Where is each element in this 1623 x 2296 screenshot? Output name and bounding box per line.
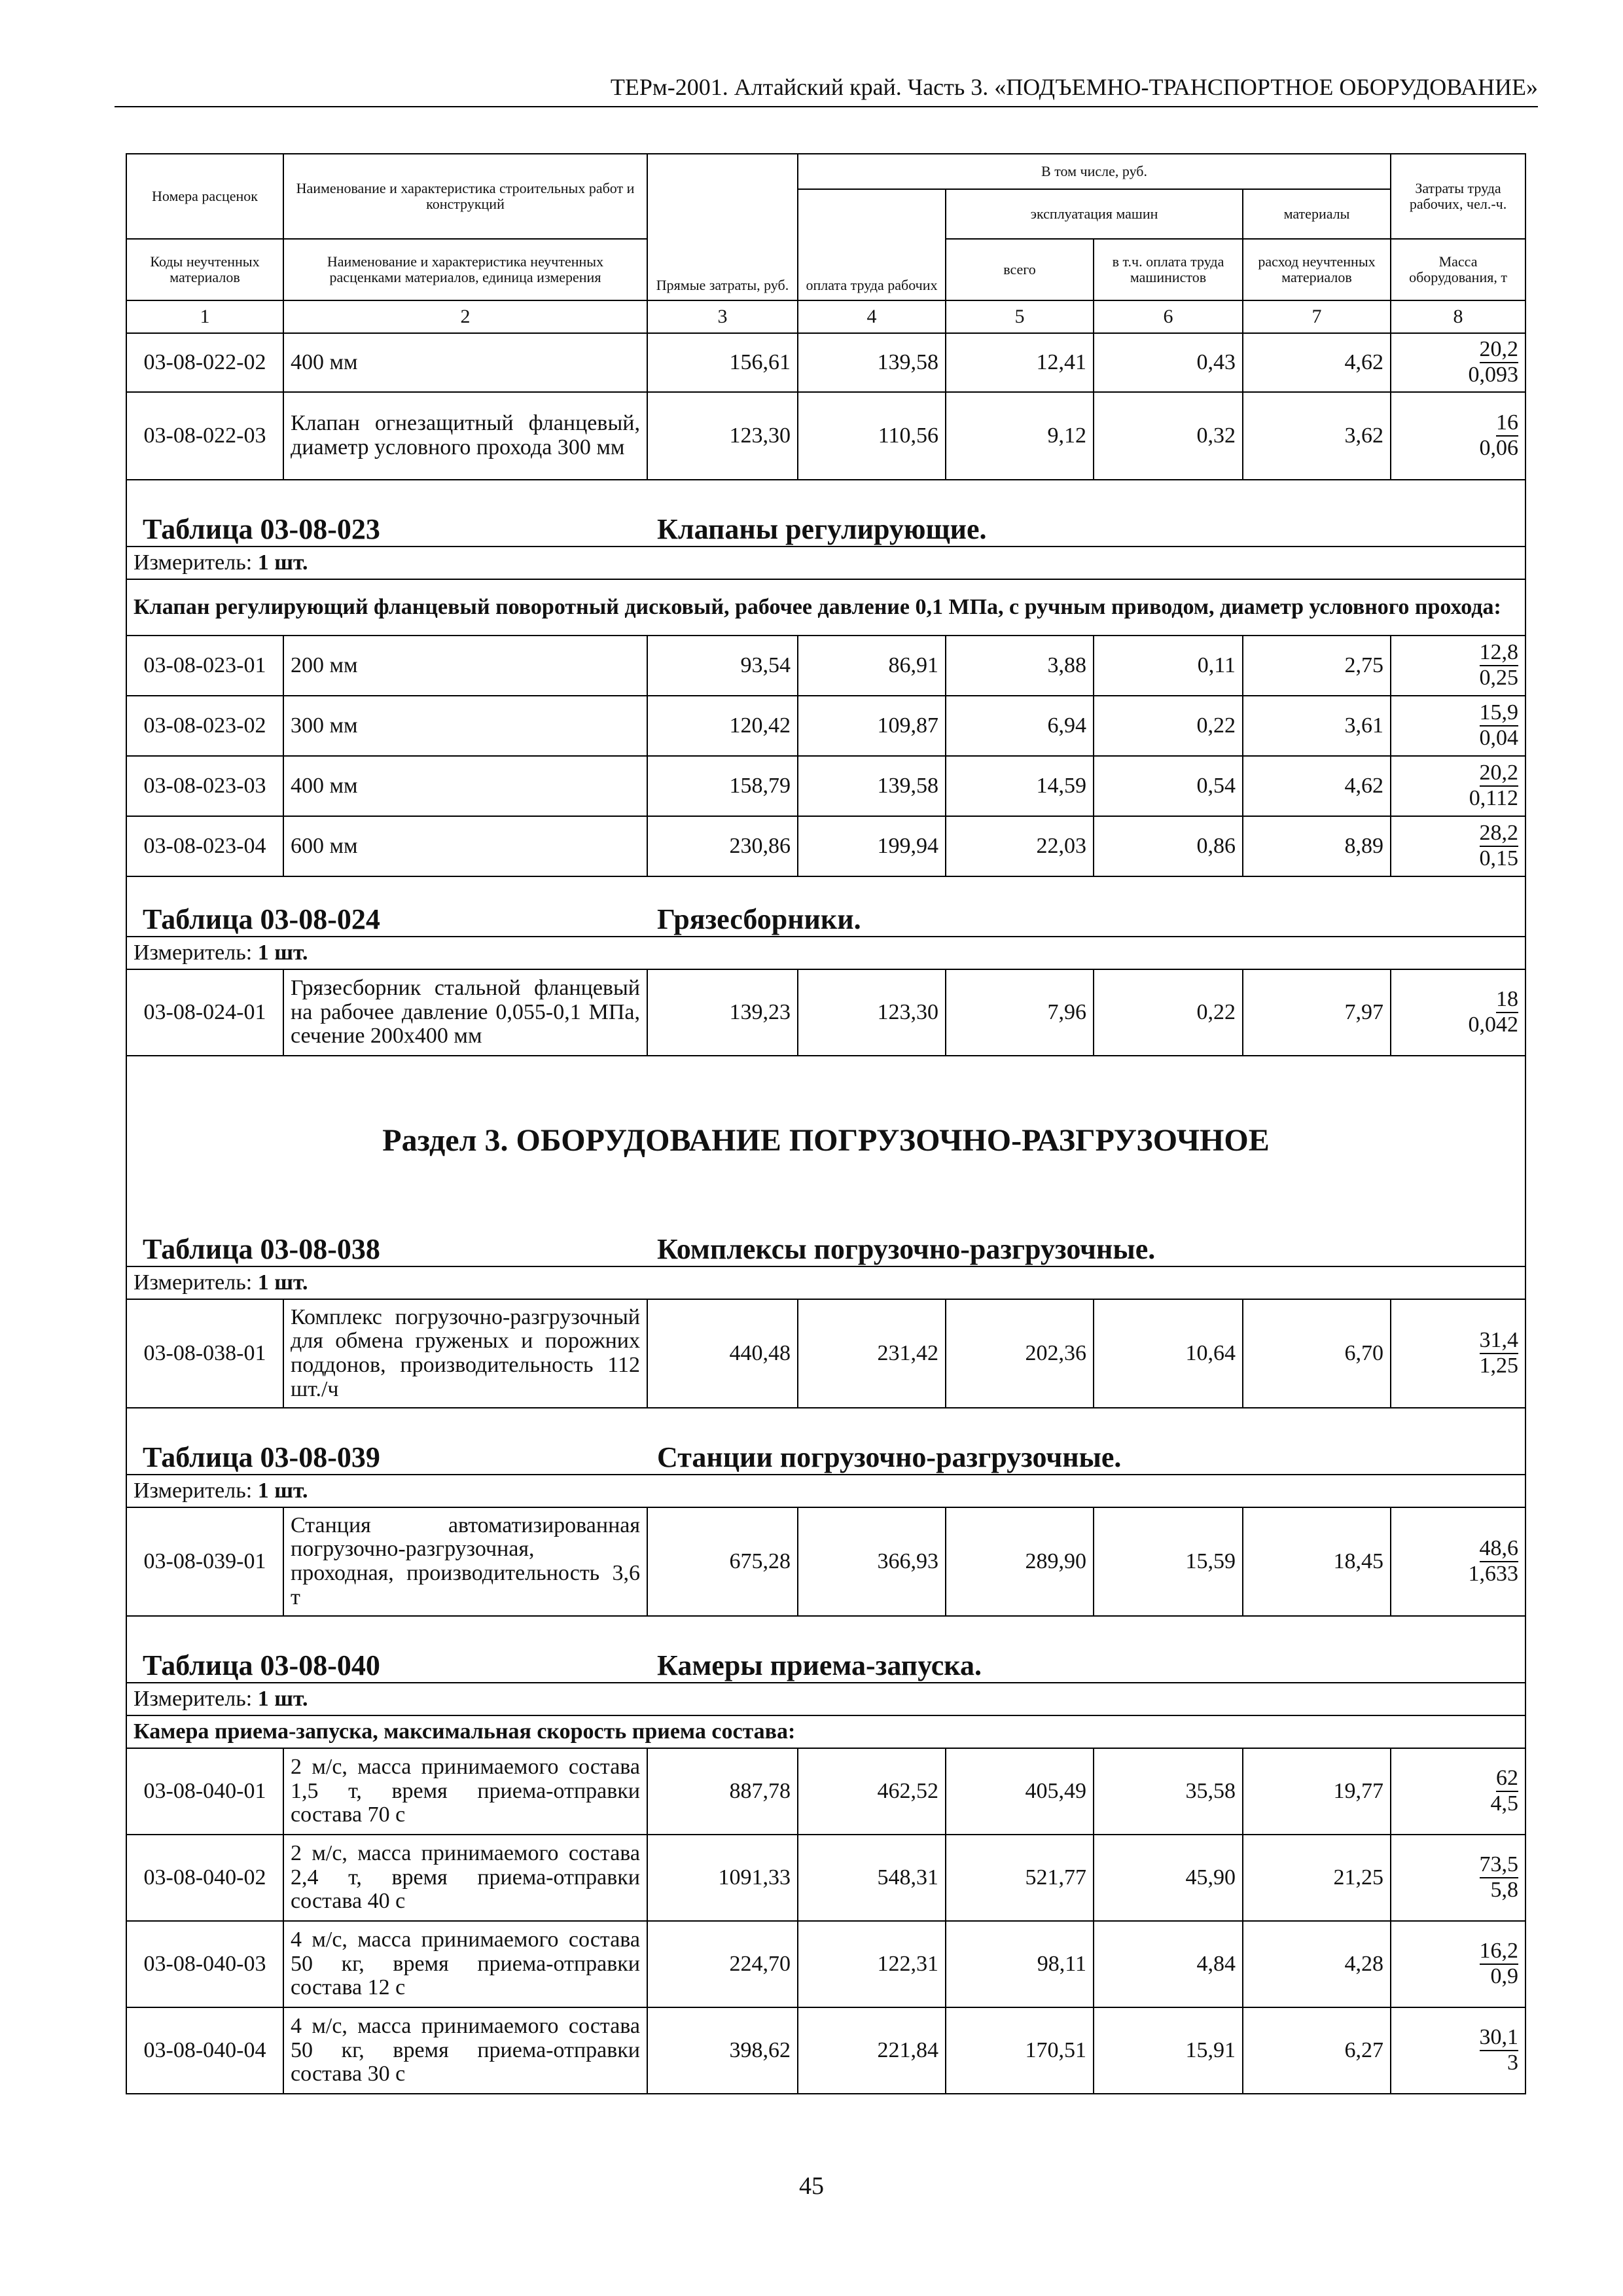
measure: Измеритель: 1 шт. xyxy=(126,1266,1525,1299)
table-label: Таблица 03-08-023 xyxy=(143,513,380,545)
col-labor-pay: оплата труда рабочих xyxy=(798,189,946,300)
rates-table xyxy=(126,153,1526,2094)
col-machines: эксплуатация машин xyxy=(946,189,1243,239)
table-row: 03-08-040-03 4 м/с, масса принимаемого состава 50 кг, время приема-отправки состава 12 с 224,70 122,31 98,11 4,84 4,28 16,2 0,9 xyxy=(126,1921,1525,2007)
table-row: 03-08-022-02 400 мм 156,61 139,58 12,41 0,43 4,62 20,2 0,093 xyxy=(126,333,1525,392)
page-header: ТЕРм-2001. Алтайский край. Часть 3. «ПОДЪЕМНО-ТРАНСПОРТНОЕ ОБОРУДОВАНИЕ» xyxy=(115,73,1538,107)
table-label: Таблица 03-08-040 xyxy=(143,1649,380,1681)
col-labor-top: Затраты труда рабочих, чел.-ч. xyxy=(1391,154,1525,239)
measure: Измеритель: 1 шт. xyxy=(126,1475,1525,1507)
col-num: 1 xyxy=(126,300,283,333)
col-machinists-pay: в т.ч. оплата труда машинистов xyxy=(1094,239,1243,300)
col-num: 5 xyxy=(946,300,1094,333)
col-code-bottom: Коды неучтенных материалов xyxy=(126,239,283,300)
table-label: Таблица 03-08-038 xyxy=(143,1233,380,1265)
table-title xyxy=(126,1616,1525,1683)
col-machines-total: всего xyxy=(946,239,1094,300)
measure: Измеритель: 1 шт. xyxy=(126,547,1525,579)
table-row: 03-08-022-03 Клапан огнезащитный фланцевый, диаметр условного прохода 300 мм 123,30 110,56 9,12 0,32 3,62 16 0,06 xyxy=(126,392,1525,480)
col-num: 6 xyxy=(1094,300,1243,333)
table-row: 03-08-023-04 600 мм 230,86 199,94 22,03 0,86 8,89 28,2 0,15 xyxy=(126,816,1525,876)
table-label: Таблица 03-08-039 xyxy=(143,1441,380,1473)
table-label: Таблица 03-08-024 xyxy=(143,903,380,935)
col-incl: В том числе, руб. xyxy=(798,154,1391,189)
col-code-top: Номера расценок xyxy=(126,154,283,239)
table-title xyxy=(126,876,1525,937)
table-row: 03-08-039-01 Станция автоматизированная погрузочно-разгрузочная, проходная, производительность 3,6 т 675,28 366,93 289,90 15,59 18,45 48,6 1,633 xyxy=(126,1507,1525,1616)
table-name: Комплексы погрузочно-разгрузочные. xyxy=(657,1233,1156,1265)
table-name: Клапаны регулирующие. xyxy=(657,513,987,545)
col-num: 2 xyxy=(283,300,647,333)
table-row: 03-08-023-03 400 мм 158,79 139,58 14,59 0,54 4,62 20,2 0,112 xyxy=(126,756,1525,816)
group-heading: Клапан регулирующий фланцевый поворотный дисковый, рабочее давление 0,1 МПа, с ручным приводом, диаметр условного прохода: xyxy=(126,579,1525,636)
col-num: 3 xyxy=(647,300,798,333)
col-labor-bottom: Масса оборудования, т xyxy=(1391,239,1525,300)
col-num: 4 xyxy=(798,300,946,333)
table-name: Станции погрузочно-разгрузочные. xyxy=(657,1441,1122,1473)
table-row: 03-08-023-01 200 мм 93,54 86,91 3,88 0,11 2,75 12,8 0,25 xyxy=(126,636,1525,696)
table-row: 03-08-040-01 2 м/с, масса принимаемого состава 1,5 т, время приема-отправки состава 70 с 887,78 462,52 405,49 35,58 19,77 62 4,5 xyxy=(126,1748,1525,1835)
table-row: 03-08-038-01 Комплекс погрузочно-разгрузочный для обмена груженых и порожних поддонов, производительность 112 шт./ч 440,48 231,42 202,36 10,64 6,70 31,4 1,25 xyxy=(126,1299,1525,1408)
measure: Измеритель: 1 шт. xyxy=(126,1683,1525,1715)
table-row: 03-08-040-04 4 м/с, масса принимаемого состава 50 кг, время приема-отправки состава 30 с 398,62 221,84 170,51 15,91 6,27 30,1 3 xyxy=(126,2007,1525,2094)
table-title xyxy=(126,1408,1525,1475)
table-name: Камеры приема-запуска. xyxy=(657,1649,982,1681)
table-title xyxy=(126,1224,1525,1266)
page-number: 45 xyxy=(799,2172,824,2200)
table-row: 03-08-023-02 300 мм 120,42 109,87 6,94 0,22 3,61 15,9 0,04 xyxy=(126,696,1525,756)
table-row: 03-08-040-02 2 м/с, масса принимаемого состава 2,4 т, время приема-отправки состава 40 с 1091,33 548,31 521,77 45,90 21,25 73,5 5,8 xyxy=(126,1835,1525,1921)
section-title: Раздел 3. ОБОРУДОВАНИЕ ПОГРУЗОЧНО-РАЗГРУЗОЧНОЕ xyxy=(126,1056,1525,1224)
table-name: Грязесборники. xyxy=(657,903,861,935)
table-title xyxy=(126,480,1525,547)
col-name-bottom: Наименование и характеристика неучтенных расценками материалов, единица измерения xyxy=(283,239,647,300)
measure: Измеритель: 1 шт. xyxy=(126,937,1525,969)
col-num: 8 xyxy=(1391,300,1525,333)
col-name-top: Наименование и характеристика строительных работ и конструкций xyxy=(283,154,647,239)
col-materials: материалы xyxy=(1243,189,1391,239)
col-direct: Прямые затраты, руб. xyxy=(647,154,798,300)
group-heading: Камера приема-запуска, максимальная скорость приема состава: xyxy=(126,1715,1525,1748)
col-num: 7 xyxy=(1243,300,1391,333)
col-unaccounted: расход неучтенных материалов xyxy=(1243,239,1391,300)
table-row: 03-08-024-01 Грязесборник стальной фланцевый на рабочее давление 0,055-0,1 МПа, сечение 200х400 мм 139,23 123,30 7,96 0,22 7,97 18 0,042 xyxy=(126,969,1525,1056)
